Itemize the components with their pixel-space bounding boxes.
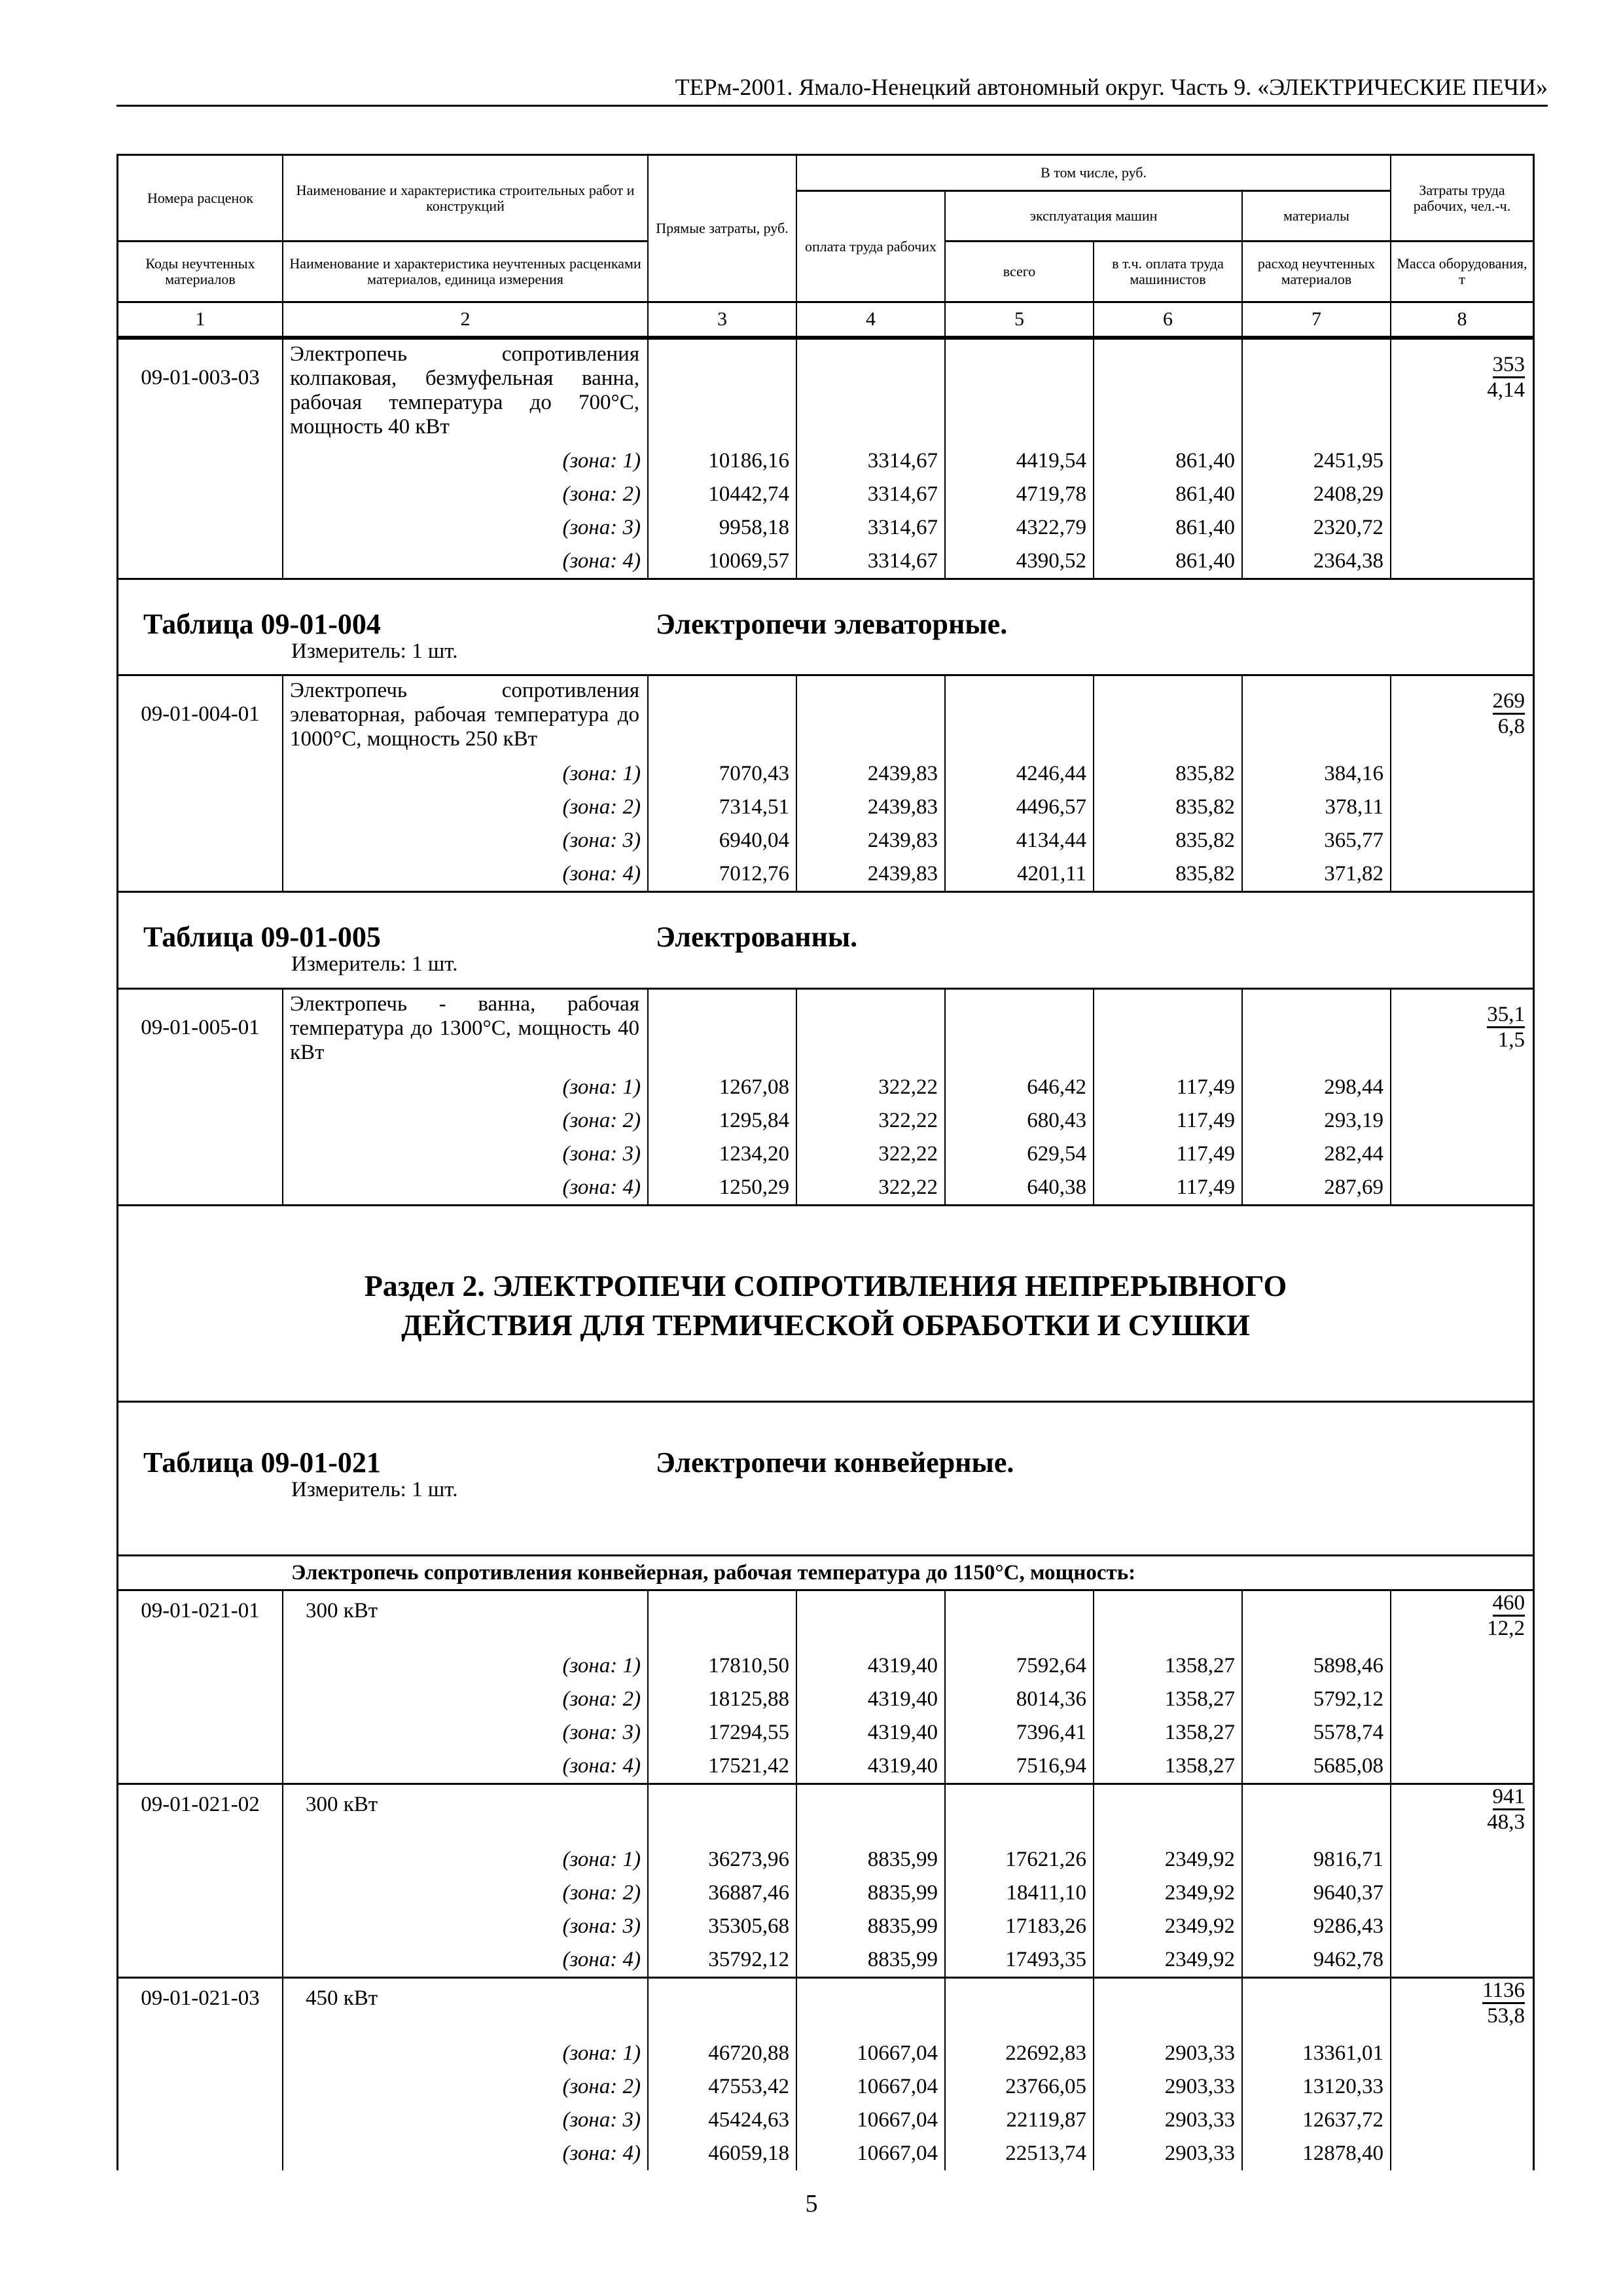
cost-value: 117,49: [1176, 1108, 1235, 1132]
cost-value: 2349,92: [1164, 1914, 1235, 1939]
rate-column: [1243, 990, 1391, 1204]
rate-item: [118, 988, 1533, 1204]
cost-value: 2439,83: [867, 829, 938, 853]
rate-column: [1391, 1979, 1533, 2170]
header-operator-pay: в т.ч. оплата труда машинистов: [1094, 242, 1243, 303]
cost-value: 861,40: [1175, 449, 1235, 473]
spacer: [946, 990, 1093, 1071]
col-number: 3: [649, 303, 797, 338]
rate-column: [1094, 990, 1243, 1204]
zone-label: (зона: 4): [562, 549, 641, 573]
cost-value: 46059,18: [708, 2142, 789, 2166]
cost-value: 10186,16: [708, 449, 789, 473]
cost-value: 7592,64: [1016, 1654, 1086, 1678]
spacer: [1243, 340, 1390, 444]
rate-column: [1094, 340, 1243, 578]
rate-column: [797, 1591, 946, 1783]
cost-value: 47553,42: [708, 2075, 789, 2099]
header-work-name: Наименование и характеристика строительных работ и конструкций: [283, 156, 649, 242]
zone-label: (зона: 2): [562, 1881, 641, 1905]
cost-value: 2349,92: [1164, 1948, 1235, 1972]
cost-value: 3314,67: [867, 516, 938, 539]
spacer: [649, 1785, 796, 1843]
cost-value: 13361,01: [1302, 2041, 1383, 2066]
rate-column: [1243, 340, 1391, 578]
cost-value: 8835,99: [867, 1914, 938, 1939]
cost-value: 646,42: [1027, 1075, 1086, 1099]
rate-column: [649, 1785, 797, 1977]
cost-value: 2903,33: [1164, 2041, 1235, 2066]
zone-label: (зона: 4): [562, 1175, 641, 1199]
table-heading: [118, 578, 1533, 674]
rate-column: [797, 676, 946, 891]
cost-value: 2903,33: [1164, 2075, 1235, 2099]
cost-value: 1358,27: [1164, 1687, 1235, 1712]
rate-code: 09-01-021-02: [141, 1793, 260, 1817]
cost-value: 9462,78: [1313, 1948, 1383, 1972]
labor-costs: 941: [1493, 1785, 1525, 1810]
cost-value: 680,43: [1027, 1108, 1086, 1132]
rate-column: [797, 1785, 946, 1977]
cost-value: 5578,74: [1313, 1721, 1383, 1745]
labor-costs: 35,1: [1487, 1003, 1525, 1028]
cost-value: 835,82: [1175, 862, 1235, 886]
cost-value: 322,22: [878, 1141, 938, 1166]
rate-description: Электропечь сопротивления колпаковая, безмуфельная ванна, рабочая температура до 700°С, мощность 40 кВт: [290, 342, 639, 439]
cost-value: 8835,99: [867, 1948, 938, 1972]
rate-column: [118, 1591, 283, 1783]
cost-value: 322,22: [878, 1108, 938, 1132]
table-title: Электропечи элеваторные.: [656, 608, 1008, 640]
cost-value: 46720,88: [708, 2041, 789, 2066]
rate-column: [118, 676, 283, 891]
rate-item: [118, 1977, 1533, 2170]
table-heading: [118, 1401, 1533, 1555]
table-number: Таблица 09-01-005: [143, 921, 381, 954]
rate-column: [283, 1785, 649, 1977]
zone-label: (зона: 3): [562, 2108, 641, 2132]
cost-value: 1267,08: [719, 1075, 789, 1099]
cost-value: 2349,92: [1164, 1881, 1235, 1905]
cost-value: 5898,46: [1313, 1654, 1383, 1678]
cost-value: 36273,96: [708, 1848, 789, 1872]
equipment-mass: 6,8: [1497, 715, 1525, 739]
cost-value: 22513,74: [1005, 2142, 1086, 2166]
cost-value: 4246,44: [1016, 762, 1086, 786]
cost-value: 17810,50: [708, 1654, 789, 1678]
cost-value: 861,40: [1175, 482, 1235, 506]
cost-value: 7012,76: [719, 862, 789, 886]
rate-column: [797, 340, 946, 578]
rate-column: [283, 1979, 649, 2170]
spacer: [1243, 676, 1390, 757]
cost-value: 2903,33: [1164, 2108, 1235, 2132]
equipment-mass: 1,5: [1497, 1028, 1525, 1052]
rate-column: [1094, 676, 1243, 891]
cost-value: 4201,11: [1016, 862, 1086, 886]
cost-value: 4496,57: [1016, 795, 1086, 819]
zone-label: (зона: 3): [562, 1721, 641, 1745]
header-unaccounted-materials: расход неучтенных материалов: [1243, 242, 1391, 303]
spacer: [1243, 1785, 1390, 1843]
cost-value: 7070,43: [719, 762, 789, 786]
rate-column: [946, 1979, 1094, 2170]
cost-value: 2903,33: [1164, 2142, 1235, 2166]
cost-value: 2408,29: [1313, 482, 1383, 506]
header-materials: материалы: [1243, 192, 1391, 242]
cost-value: 5685,08: [1313, 1754, 1383, 1778]
rate-column: [649, 990, 797, 1204]
cost-value: 2439,83: [867, 762, 938, 786]
cost-value: 6940,04: [719, 829, 789, 853]
zone-label: (зона: 4): [562, 1948, 641, 1972]
rate-column: [946, 990, 1094, 1204]
rate-column: [118, 1785, 283, 1977]
labor-costs: 460: [1493, 1591, 1525, 1617]
col-number: 2: [283, 303, 649, 338]
cost-value: 36887,46: [708, 1881, 789, 1905]
rate-description: 450 кВт: [306, 1986, 378, 2011]
cost-value: 629,54: [1027, 1141, 1086, 1166]
rate-item: [118, 338, 1533, 578]
cost-value: 835,82: [1175, 829, 1235, 853]
rate-column: [283, 340, 649, 578]
rate-column: [118, 340, 283, 578]
cost-value: 8014,36: [1016, 1687, 1086, 1712]
cost-value: 1295,84: [719, 1108, 789, 1132]
cost-value: 10667,04: [857, 2108, 938, 2132]
cost-value: 2439,83: [867, 795, 938, 819]
col-number: 7: [1243, 303, 1391, 338]
header-rate-numbers: Номера расценок: [118, 156, 283, 242]
cost-value: 861,40: [1175, 516, 1235, 539]
rate-column: [283, 1591, 649, 1783]
cost-value: 1250,29: [719, 1175, 789, 1199]
table-meter: Измеритель: 1 шт.: [291, 639, 458, 663]
zone-label: (зона: 1): [562, 1654, 641, 1678]
cost-value: 2364,38: [1313, 549, 1383, 573]
labor-mass-fraction: [1391, 340, 1533, 444]
table-meter: Измеритель: 1 шт.: [291, 952, 458, 977]
cost-value: 35792,12: [708, 1948, 789, 1972]
rate-description: 300 кВт: [306, 1599, 378, 1623]
header-including: В том числе, руб.: [797, 156, 1391, 192]
cost-value: 4390,52: [1016, 549, 1086, 573]
col-number: 1: [118, 303, 283, 338]
rate-column: [1094, 1591, 1243, 1783]
spacer: [649, 990, 796, 1071]
cost-value: 9958,18: [719, 516, 789, 539]
cost-value: 293,19: [1324, 1108, 1383, 1132]
equipment-mass: 4,14: [1487, 378, 1525, 402]
zone-label: (зона: 2): [562, 2075, 641, 2099]
rate-column: [283, 990, 649, 1204]
cost-value: 4719,78: [1016, 482, 1086, 506]
cost-value: 298,44: [1324, 1075, 1383, 1099]
rate-description: Электропечь - ванна, рабочая температура до 1300°С, мощность 40 кВт: [290, 992, 639, 1064]
cost-value: 117,49: [1176, 1075, 1235, 1099]
cost-value: 2320,72: [1313, 516, 1383, 539]
zone-label: (зона: 1): [562, 2041, 641, 2066]
cost-value: 17294,55: [708, 1721, 789, 1745]
rate-column: [1391, 1591, 1533, 1783]
cost-value: 835,82: [1175, 795, 1235, 819]
labor-mass-fraction: [1391, 1979, 1533, 2037]
rate-column: [797, 990, 946, 1204]
spacer: [1094, 1785, 1241, 1843]
zone-label: (зона: 3): [562, 516, 641, 539]
cost-value: 2439,83: [867, 862, 938, 886]
rate-column: [1391, 1785, 1533, 1977]
rate-code: 09-01-021-03: [141, 1986, 260, 2011]
cost-value: 2349,92: [1164, 1848, 1235, 1872]
rate-column: [118, 1979, 283, 2170]
cost-value: 8835,99: [867, 1848, 938, 1872]
cost-value: 4419,54: [1016, 449, 1086, 473]
cost-value: 9640,37: [1313, 1881, 1383, 1905]
header-rule: [116, 105, 1548, 107]
rate-column: [1094, 1785, 1243, 1977]
rate-column: [1391, 990, 1533, 1204]
rate-description: 300 кВт: [306, 1793, 378, 1817]
cost-value: 12637,72: [1302, 2108, 1383, 2132]
header-equipment-mass: Масса оборудования, т: [1391, 242, 1533, 303]
spacer: [1094, 340, 1241, 444]
cost-value: 45424,63: [708, 2108, 789, 2132]
table-number: Таблица 09-01-004: [143, 608, 381, 640]
cost-value: 9816,71: [1313, 1848, 1383, 1872]
cost-value: 1358,27: [1164, 1721, 1235, 1745]
header-machine-operation: эксплуатация машин: [946, 192, 1243, 242]
cost-value: 4319,40: [867, 1687, 938, 1712]
spacer: [649, 1979, 796, 2037]
cost-value: 10442,74: [708, 482, 789, 506]
spacer: [1243, 990, 1390, 1071]
zone-label: (зона: 1): [562, 1075, 641, 1099]
spacer: [946, 676, 1093, 757]
cost-value: 835,82: [1175, 762, 1235, 786]
spacer: [649, 1591, 796, 1649]
rate-column: [649, 1591, 797, 1783]
cost-value: 1234,20: [719, 1141, 789, 1166]
spacer: [797, 1591, 944, 1649]
cost-value: 4319,40: [867, 1721, 938, 1745]
rate-column: [797, 1979, 946, 2170]
labor-mass-fraction: [1391, 676, 1533, 757]
rate-column: [118, 990, 283, 1204]
spacer: [946, 1979, 1093, 2037]
rate-item: [118, 1589, 1533, 1783]
zone-label: (зона: 4): [562, 862, 641, 886]
col-number: 5: [946, 303, 1094, 338]
labor-mass-fraction: [1391, 990, 1533, 1071]
spacer: [797, 1785, 944, 1843]
spacer: [1094, 990, 1241, 1071]
header-labor-costs: Затраты труда рабочих, чел.-ч.: [1391, 156, 1533, 242]
labor-costs: 269: [1493, 689, 1525, 715]
equipment-mass: 12,2: [1487, 1617, 1525, 1641]
cost-value: 5792,12: [1313, 1687, 1383, 1712]
col-number: 4: [797, 303, 946, 338]
cost-value: 7314,51: [719, 795, 789, 819]
rate-item: [118, 674, 1533, 891]
cost-value: 378,11: [1325, 795, 1383, 819]
cost-value: 384,16: [1324, 762, 1383, 786]
cost-value: 17183,26: [1005, 1914, 1086, 1939]
group-description: Электропечь сопротивления конвейерная, рабочая температура до 1150°С, мощность:: [118, 1554, 1533, 1589]
zone-label: (зона: 2): [562, 1687, 641, 1712]
header-direct-costs: Прямые затраты, руб.: [649, 156, 797, 303]
table-heading: [118, 891, 1533, 987]
header-material-name: Наименование и характеристика неучтенных расценками материалов, единица измерения: [283, 242, 649, 303]
cost-value: 35305,68: [708, 1914, 789, 1939]
cost-value: 9286,43: [1313, 1914, 1383, 1939]
header-machine-total: всего: [946, 242, 1094, 303]
cost-value: 4319,40: [867, 1654, 938, 1678]
page-number: 5: [805, 2190, 818, 2217]
table-number: Таблица 09-01-021: [143, 1446, 381, 1479]
zone-label: (зона: 4): [562, 2142, 641, 2166]
cost-value: 13120,33: [1302, 2075, 1383, 2099]
rate-column: [1243, 1979, 1391, 2170]
spacer: [797, 340, 944, 444]
spacer: [649, 676, 796, 757]
rates-table: [116, 154, 1535, 2170]
rate-code: 09-01-003-03: [141, 366, 260, 389]
equipment-mass: 53,8: [1487, 2004, 1525, 2028]
cost-value: 23766,05: [1005, 2075, 1086, 2099]
rate-column: [1094, 1979, 1243, 2170]
cost-value: 1358,27: [1164, 1754, 1235, 1778]
table-meter: Измеритель: 1 шт.: [291, 1477, 458, 1501]
cost-value: 22692,83: [1005, 2041, 1086, 2066]
rate-column: [946, 1785, 1094, 1977]
cost-value: 10667,04: [857, 2041, 938, 2066]
cost-value: 3314,67: [867, 482, 938, 506]
rate-column: [283, 676, 649, 891]
rate-column: [946, 340, 1094, 578]
table-title: Электропечи конвейерные.: [656, 1446, 1014, 1479]
rate-column: [1243, 1591, 1391, 1783]
cost-value: 17621,26: [1005, 1848, 1086, 1872]
rate-item: [118, 1783, 1533, 1977]
zone-label: (зона: 3): [562, 1914, 641, 1939]
rate-code: 09-01-021-01: [141, 1599, 260, 1623]
zone-label: (зона: 3): [562, 1141, 641, 1166]
cost-value: 322,22: [878, 1075, 938, 1099]
zone-label: (зона: 1): [562, 762, 641, 786]
zone-label: (зона: 2): [562, 482, 641, 506]
running-header: ТЕРм-2001. Ямало-Ненецкий автономный округ. Часть 9. «ЭЛЕКТРИЧЕСКИЕ ПЕЧИ»: [675, 74, 1548, 100]
cost-value: 117,49: [1176, 1175, 1235, 1199]
spacer: [1243, 1591, 1390, 1649]
zone-label: (зона: 3): [562, 829, 641, 853]
rate-column: [1243, 1785, 1391, 1977]
header-material-codes: Коды неучтенных материалов: [118, 242, 283, 303]
cost-value: 17521,42: [708, 1754, 789, 1778]
rate-column: [946, 1591, 1094, 1783]
rate-column: [649, 1979, 797, 2170]
cost-value: 3314,67: [867, 449, 938, 473]
rate-code: 09-01-005-01: [141, 1015, 260, 1039]
zone-label: (зона: 2): [562, 1108, 641, 1132]
cost-value: 117,49: [1176, 1141, 1235, 1166]
spacer: [797, 990, 944, 1071]
zone-label: (зона: 4): [562, 1754, 641, 1778]
rate-column: [946, 676, 1094, 891]
cost-value: 10667,04: [857, 2075, 938, 2099]
spacer: [946, 1785, 1093, 1843]
spacer: [1094, 1979, 1241, 2037]
spacer: [649, 340, 796, 444]
cost-value: 4322,79: [1016, 516, 1086, 539]
rate-column: [1243, 676, 1391, 891]
spacer: [1243, 1979, 1390, 2037]
rate-column: [1391, 340, 1533, 578]
cost-value: 17493,35: [1005, 1948, 1086, 1972]
cost-value: 287,69: [1324, 1175, 1383, 1199]
table-title: Электрованны.: [656, 921, 858, 954]
header-worker-pay: оплата труда рабочих: [797, 192, 946, 303]
section-title: Раздел 2. ЭЛЕКТРОПЕЧИ СОПРОТИВЛЕНИЯ НЕПРЕРЫВНОГО ДЕЙСТВИЯ ДЛЯ ТЕРМИЧЕСКОЙ ОБРАБОТКИ И СУШКИ: [118, 1204, 1533, 1401]
col-number: 6: [1094, 303, 1243, 338]
spacer: [946, 340, 1093, 444]
cost-value: 1358,27: [1164, 1654, 1235, 1678]
cost-value: 12878,40: [1302, 2142, 1383, 2166]
cost-value: 282,44: [1324, 1141, 1383, 1166]
rate-description: Электропечь сопротивления элеваторная, рабочая температура до 1000°С, мощность 250 кВт: [290, 679, 639, 751]
rate-code: 09-01-004-01: [141, 702, 260, 726]
equipment-mass: 48,3: [1487, 1810, 1525, 1835]
table-header: [118, 156, 1533, 338]
spacer: [946, 1591, 1093, 1649]
cost-value: 18411,10: [1006, 1881, 1086, 1905]
cost-value: 18125,88: [708, 1687, 789, 1712]
cost-value: 4319,40: [867, 1754, 938, 1778]
cost-value: 7516,94: [1016, 1754, 1086, 1778]
labor-costs: 1136: [1482, 1979, 1525, 2004]
cost-value: 371,82: [1324, 862, 1383, 886]
labor-costs: 353: [1493, 353, 1525, 378]
rate-column: [649, 340, 797, 578]
zone-label: (зона: 1): [562, 1848, 641, 1872]
zone-label: (зона: 1): [562, 449, 641, 473]
cost-value: 10667,04: [857, 2142, 938, 2166]
spacer: [1094, 676, 1241, 757]
zone-label: (зона: 2): [562, 795, 641, 819]
col-number: 8: [1391, 303, 1533, 338]
cost-value: 365,77: [1324, 829, 1383, 853]
spacer: [797, 1979, 944, 2037]
cost-value: 4134,44: [1016, 829, 1086, 853]
cost-value: 3314,67: [867, 549, 938, 573]
cost-value: 10069,57: [708, 549, 789, 573]
cost-value: 7396,41: [1016, 1721, 1086, 1745]
spacer: [797, 676, 944, 757]
labor-mass-fraction: [1391, 1591, 1533, 1649]
cost-value: 2451,95: [1313, 449, 1383, 473]
cost-value: 322,22: [878, 1175, 938, 1199]
cost-value: 22119,87: [1006, 2108, 1086, 2132]
rate-column: [1391, 676, 1533, 891]
rate-column: [649, 676, 797, 891]
cost-value: 861,40: [1175, 549, 1235, 573]
labor-mass-fraction: [1391, 1785, 1533, 1843]
cost-value: 8835,99: [867, 1881, 938, 1905]
spacer: [1094, 1591, 1241, 1649]
cost-value: 640,38: [1027, 1175, 1086, 1199]
